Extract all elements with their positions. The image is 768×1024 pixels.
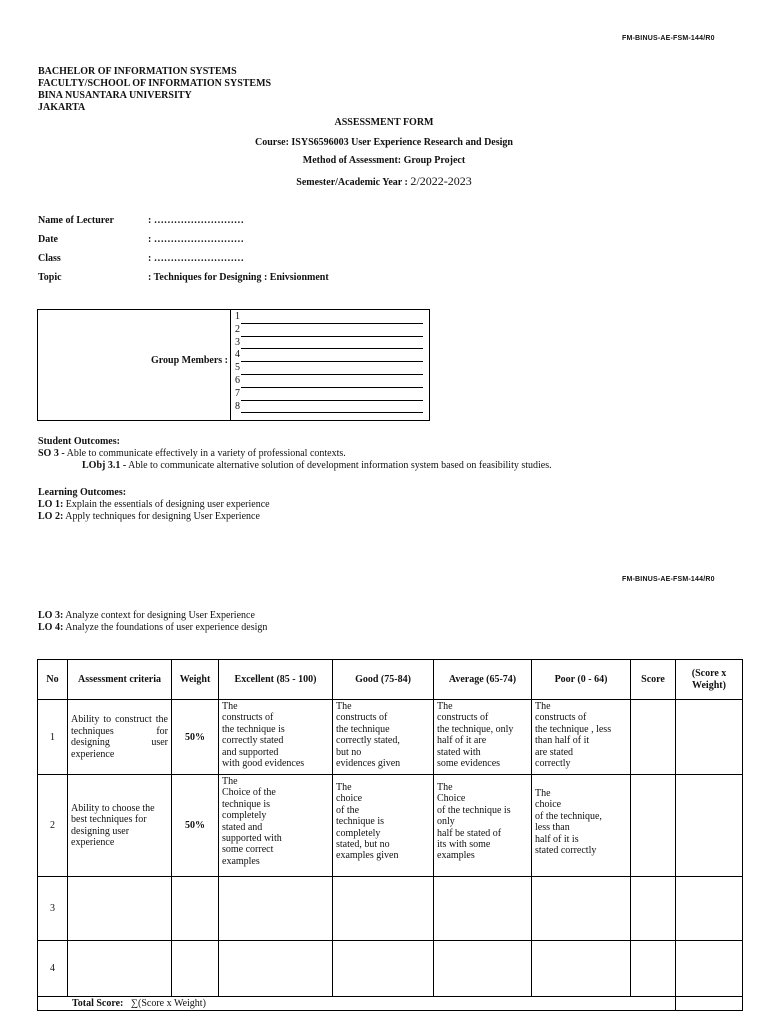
row-average[interactable] — [434, 941, 532, 997]
student-outcomes-heading: Student Outcomes: — [38, 436, 120, 447]
row-weight: 50% — [172, 700, 219, 775]
row-excellent[interactable] — [219, 941, 333, 997]
row-score-cell[interactable] — [631, 877, 676, 941]
row-score-cell[interactable] — [631, 700, 676, 775]
class-field[interactable]: : ……………………… — [148, 253, 244, 264]
table-row — [38, 775, 743, 877]
form-title: ASSESSMENT FORM — [334, 117, 434, 128]
row-weight[interactable] — [172, 941, 219, 997]
row-weight[interactable] — [172, 877, 219, 941]
student-outcomes — [38, 436, 552, 472]
topic-label: Topic — [38, 272, 62, 283]
form-code: FM-BINUS-AE-FSM-144/R0 — [622, 35, 715, 42]
group-members-box — [37, 309, 430, 421]
so-3: SO 3 - Able to communicate effectively in a variety of professional contexts. — [38, 448, 346, 459]
lo-4: LO 4: Analyze the foundations of user experience design — [38, 622, 268, 633]
learning-outcomes — [38, 487, 270, 523]
row-good: The constructs of the technique correctly stated, but no evidences given — [333, 700, 434, 775]
course-line: Course: ISYS6596003 User Experience Research and Design — [255, 137, 513, 148]
row-no: 4 — [38, 941, 68, 997]
table-row — [38, 700, 743, 775]
member-line[interactable]: 6 — [235, 375, 423, 388]
total-score-label-cell — [38, 997, 676, 1011]
member-line[interactable]: 1 — [235, 311, 423, 324]
row-good: The choice of the technique is completely stated, but no examples given — [333, 775, 434, 877]
header-weight: Weight — [172, 660, 219, 700]
header-excellent: Excellent (85 - 100) — [219, 660, 333, 700]
row-score-cell[interactable] — [631, 941, 676, 997]
semester-value: 2/2022-2023 — [410, 174, 472, 188]
row-poor[interactable] — [532, 941, 631, 997]
header-score-weight: (Score x Weight) — [676, 660, 743, 700]
semester-label: Semester/Academic Year : — [296, 177, 411, 188]
member-line[interactable]: 5 — [235, 362, 423, 375]
row-excellent: The Choice of the technique is completely stated and supported with some correct examples — [219, 775, 333, 877]
faculty-name: FACULTY/SCHOOL OF INFORMATION SYSTEMS — [38, 78, 272, 89]
member-line[interactable]: 7 — [235, 388, 423, 401]
form-code-page-2: FM-BINUS-AE-FSM-144/R0 — [622, 576, 715, 583]
university-name: BINA NUSANTARA UNIVERSITY — [38, 90, 192, 101]
row-score-cell[interactable] — [631, 775, 676, 877]
date-field[interactable]: : ……………………… — [148, 234, 244, 245]
row-poor[interactable] — [532, 877, 631, 941]
rubric-table — [37, 659, 743, 1011]
group-members-label: Group Members : — [150, 355, 228, 366]
row-criteria[interactable] — [68, 941, 172, 997]
row-average: The Choice of the technique is only half be stated of its with some examples — [434, 775, 532, 877]
lobj-3-1: LObj 3.1 - Able to communicate alternative solution of development information system based on feasibility studies. — [82, 460, 552, 471]
header-poor: Poor (0 - 64) — [532, 660, 631, 700]
semester-line — [0, 174, 768, 189]
lo-2: LO 2: Apply techniques for designing User Experience — [38, 511, 260, 522]
total-score-label: Total Score: — [72, 998, 124, 1009]
group-members-divider — [230, 310, 231, 420]
row-criteria: Ability to choose the best techniques for designing user experience — [68, 775, 172, 877]
header-good: Good (75-84) — [333, 660, 434, 700]
table-row — [38, 877, 743, 941]
group-members-list — [235, 311, 423, 413]
learning-outcomes-heading: Learning Outcomes: — [38, 487, 127, 498]
member-line[interactable]: 2 — [235, 324, 423, 337]
row-criteria[interactable] — [68, 877, 172, 941]
row-poor: The choice of the technique, less than half of it is stated correctly — [532, 775, 631, 877]
row-excellent: The constructs of the technique is correctly stated and supported with good evidences — [219, 700, 333, 775]
lo-3: LO 3: Analyze context for designing User Experience — [38, 610, 255, 621]
row-poor: The constructs of the technique , less than half of it are stated correctly — [532, 700, 631, 775]
total-score-value-cell[interactable] — [676, 997, 743, 1011]
program-name: BACHELOR OF INFORMATION SYSTEMS — [38, 66, 237, 77]
institution-block — [38, 66, 271, 114]
date-label: Date — [38, 234, 58, 245]
lecturer-field[interactable]: : ……………………… — [148, 215, 244, 226]
row-score-weight-cell[interactable] — [676, 877, 743, 941]
topic-value: : Techniques for Designing : Enivsionment — [148, 272, 329, 283]
header-score: Score — [631, 660, 676, 700]
row-average: The constructs of the technique, only half of it are stated with some evidences — [434, 700, 532, 775]
table-row — [38, 941, 743, 997]
member-line[interactable]: 8 — [235, 401, 423, 414]
row-no: 1 — [38, 700, 68, 775]
row-criteria: Ability to construct the techniques for designing user experience — [68, 700, 172, 775]
row-good[interactable] — [333, 941, 434, 997]
learning-outcomes-continued — [38, 610, 267, 634]
method-line: Method of Assessment: Group Project — [302, 155, 466, 166]
member-line[interactable]: 3 — [235, 337, 423, 350]
row-excellent[interactable] — [219, 877, 333, 941]
row-weight: 50% — [172, 775, 219, 877]
header-average: Average (65-74) — [434, 660, 532, 700]
table-header-row — [38, 660, 743, 700]
header-criteria: Assessment criteria — [68, 660, 172, 700]
row-no: 3 — [38, 877, 68, 941]
city-name: JAKARTA — [38, 102, 86, 113]
row-average[interactable] — [434, 877, 532, 941]
lo-1: LO 1: Explain the essentials of designing user experience — [38, 499, 270, 510]
row-score-weight-cell[interactable] — [676, 700, 743, 775]
header-no: No — [38, 660, 68, 700]
row-score-weight-cell[interactable] — [676, 775, 743, 877]
class-label: Class — [38, 253, 61, 264]
total-score-formula: ∑(Score x Weight) — [130, 998, 206, 1009]
row-good[interactable] — [333, 877, 434, 941]
total-row — [38, 997, 743, 1011]
member-line[interactable]: 4 — [235, 349, 423, 362]
row-no: 2 — [38, 775, 68, 877]
row-score-weight-cell[interactable] — [676, 941, 743, 997]
lecturer-label: Name of Lecturer — [38, 215, 114, 226]
